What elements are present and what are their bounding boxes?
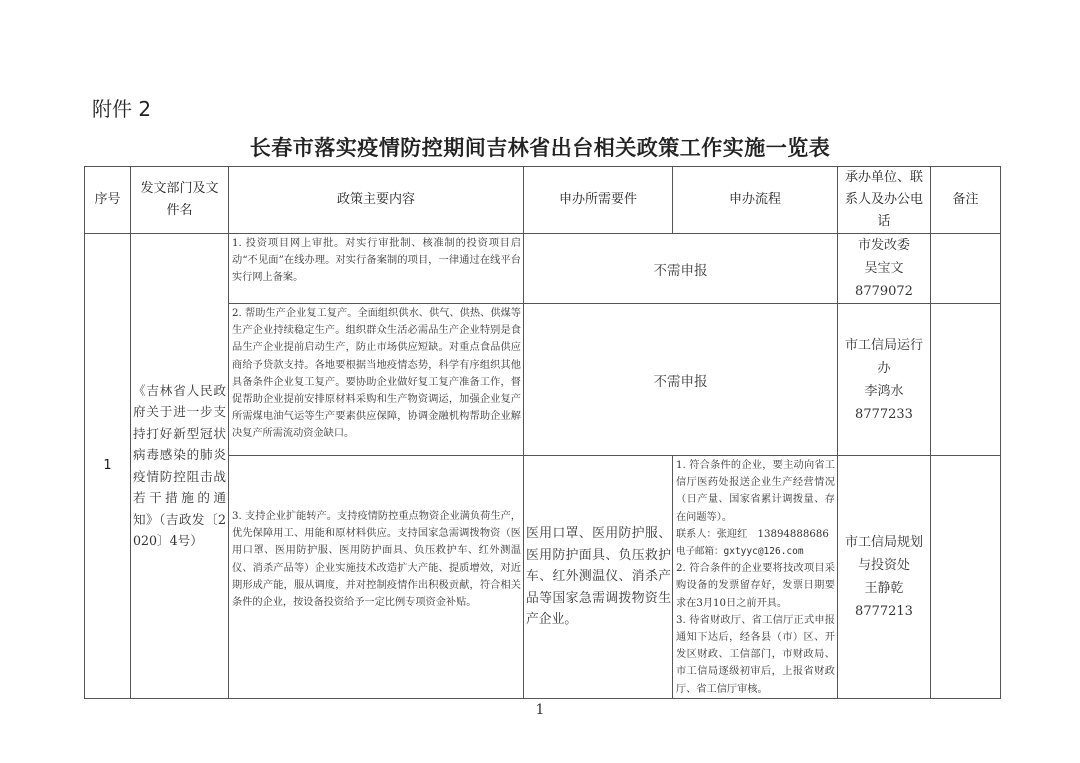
header-contact: 承办单位、联系人及办公电话 xyxy=(838,167,931,234)
contact-unit: 市发改委 xyxy=(857,238,910,253)
process-email: 电子邮箱：gxtyyc@126.com xyxy=(676,546,804,558)
header-seq: 序号 xyxy=(85,167,131,234)
process-contact: 联系人：张迎红 13894888686 xyxy=(676,528,829,540)
required-materials: 医用口罩、医用防护服、医用防护面具、负压救护车、红外测温仪、消杀产品等国家急需调拨物资生产企业。 xyxy=(524,456,673,699)
header-content: 政策主要内容 xyxy=(229,167,524,234)
header-process: 申办流程 xyxy=(673,167,838,234)
contact-person: 吴宝文8779072 xyxy=(855,261,913,299)
policy-content: 1. 投资项目网上审批。对实行审批制、核准制的投资项目启动“不见面”在线办理。对实行备案制的项目，一律通过在线平台实行网上备案。 xyxy=(229,234,524,304)
policy-content: 2. 帮助生产企业复工复产。全面组织供水、供气、供热、供煤等生产企业持续稳定生产。组织群众生活必需品生产企业特别是食品生产企业提前启动生产，防止市场供应短缺。对重点食品供应商给予贷款支持。各地要根据当地疫情态势，科学有序组织其他具备条件企业复工复产。要协助企业做好复工复产准备工作，督促帮助企业提前安排原材料采购和生产物资调运，加强企业复产所需煤电油气运等生产要素供应保障，协调金融机构帮助企业解决复产所需流动资金缺口。 xyxy=(229,304,524,456)
contact-cell xyxy=(838,456,931,699)
row-seq: 1 xyxy=(85,234,131,699)
document-title: 长春市落实疫情防控期间吉林省出台相关政策工作实施一览表 xyxy=(249,135,831,160)
process-step: 3. 待省财政厅、省工信厅正式申报通知下达后，经各县（市）区、开发区财政、工信部门，市财政局、市工信局逐级初审后，上报省财政厅、省工信厅审核。 xyxy=(676,614,835,695)
header-remarks: 备注 xyxy=(931,167,1001,234)
remarks-cell xyxy=(931,456,1001,699)
application-process xyxy=(673,456,838,699)
policy-content: 3. 支持企业扩能转产。支持疫情防控重点物资企业满负荷生产，优先保障用工、用能和原材料供应。支持国家急需调拨物资（医用口罩、医用防护服、医用防护面具、负压救护车、红外测温仪、消杀产品等）企业实施技术改造扩大产能、提质增效，对近期形成产能，服从调度，并对控制疫情作出积极贡献，符合相关条件的企业，按设备投资给予一定比例专项资金补贴。 xyxy=(229,456,524,699)
contact-unit: 市工信局规划与投资处 xyxy=(844,534,923,573)
table-row xyxy=(85,234,1001,304)
contact-cell xyxy=(838,304,931,456)
header-materials: 申办所需要件 xyxy=(524,167,673,234)
contact-person: 李鸿水8777233 xyxy=(855,383,913,422)
header-issuer: 发文部门及文件名 xyxy=(131,167,229,234)
remarks-cell xyxy=(931,304,1001,456)
issuer-document: 《吉林省人民政府关于进一步支持打好新型冠状病毒感染的肺炎疫情防控阻击战若干措施的通知》（吉政发〔2020〕4号） xyxy=(131,234,229,699)
policy-table xyxy=(84,166,1001,699)
contact-person: 王静乾8777213 xyxy=(855,580,913,619)
no-application-needed: 不需申报 xyxy=(524,234,838,304)
page-number: 1 xyxy=(535,702,545,718)
remarks-cell xyxy=(931,234,1001,304)
no-application-needed: 不需申报 xyxy=(524,304,838,456)
contact-unit: 市工信局运行办 xyxy=(844,337,923,376)
process-step: 2. 符合条件的企业要将技改项目采购设备的发票留存好，发票日期要求在3月10日之前开具。 xyxy=(676,563,835,609)
process-step: 1. 符合条件的企业，要主动向省工信厅医药处报送企业生产经营情况（日产量、国家省累计调拨量、存在问题等）。 xyxy=(676,460,835,523)
contact-cell xyxy=(838,234,931,304)
header-row xyxy=(85,167,1001,234)
attachment-label: 附件 2 xyxy=(92,97,152,121)
